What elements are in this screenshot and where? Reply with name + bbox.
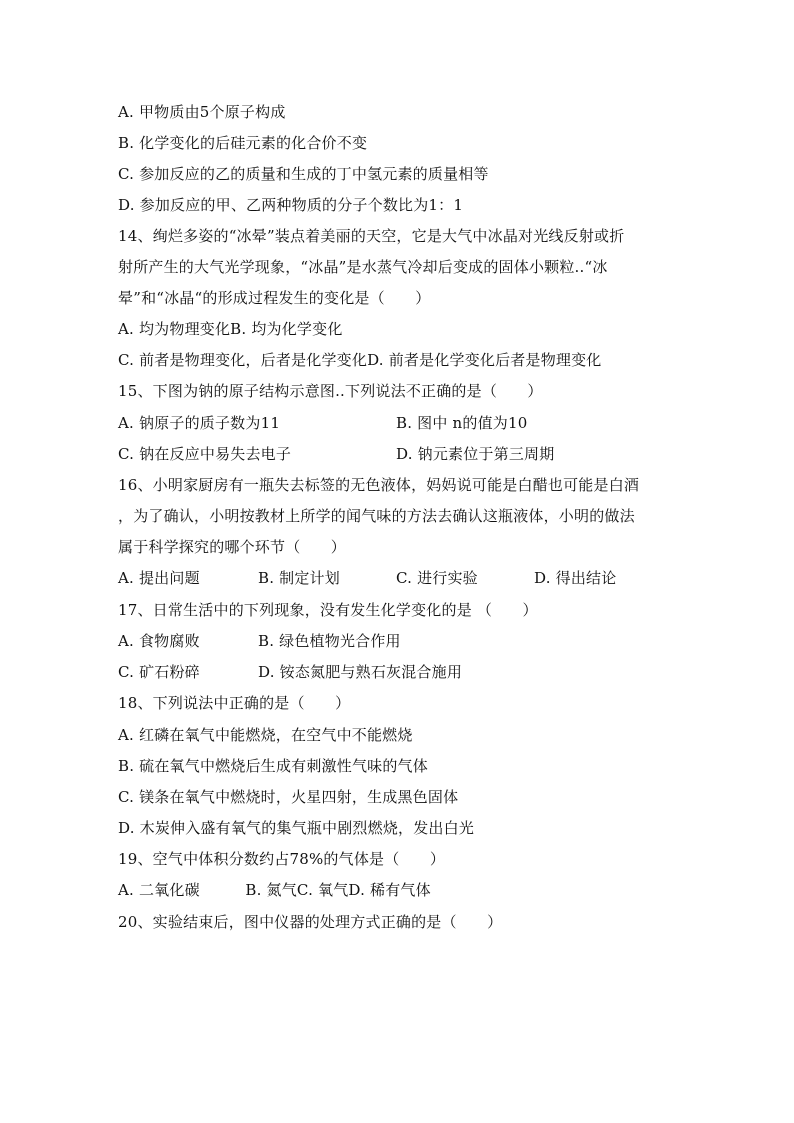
q15-option-d: D. 钠元素位于第三周期 (396, 445, 555, 463)
q13-option-a: A. 甲物质由5个原子构成 (118, 103, 286, 121)
q14-stem-line-3: 晕”和“冰晶“的形成过程发生的变化是（ ） (118, 289, 431, 307)
q20-stem: 20、实验结束后，图中仪器的处理方式正确的是（ ） (118, 913, 503, 931)
q13-option-b: B. 化学变化的后硅元素的化合价不变 (118, 134, 368, 152)
q18-option-a: A. 红磷在氧气中能燃烧，在空气中不能燃烧 (118, 726, 413, 744)
q14-options-line-2: C. 前者是物理变化，后者是化学变化D. 前者是化学变化后者是物理变化 (118, 351, 602, 369)
q14-stem-line-1: 14、绚烂多姿的“冰晕”装点着美丽的天空，它是大气中冰晶对光线反射或折 (118, 227, 625, 245)
q16-option-d: D. 得出结论 (534, 569, 617, 587)
q15-option-c: C. 钠在反应中易失去电子 (118, 445, 292, 463)
q18-option-c: C. 镁条在氧气中燃烧时，火星四射，生成黑色固体 (118, 788, 459, 806)
q13-option-c: C. 参加反应的乙的质量和生成的丁中氢元素的质量相等 (118, 165, 489, 183)
q16-stem-line-1: 16、小明家厨房有一瓶失去标签的无色液体，妈妈说可能是白醋也可能是白酒 (118, 476, 640, 494)
q17-stem: 17、日常生活中的下列现象，没有发生化学变化的是 （ ） (118, 601, 538, 619)
q18-option-b: B. 硫在氧气中燃烧后生成有刺激性气味的气体 (118, 757, 428, 775)
q16-option-c: C. 进行实验 (396, 569, 478, 587)
q13-option-d: D. 参加反应的甲、乙两种物质的分子个数比为1：1 (118, 196, 464, 214)
q17-option-c: C. 矿石粉碎 (118, 663, 200, 681)
q16-stem-line-2: ，为了确认，小明按教材上所学的闻气味的方法去确认这瓶液体，小明的做法 (118, 507, 635, 525)
q17-option-a: A. 食物腐败 (118, 632, 200, 650)
q17-option-b: B. 绿色植物光合作用 (258, 632, 401, 650)
q19-options: A. 二氧化碳 B. 氮气C. 氧气D. 稀有气体 (118, 881, 431, 899)
q16-option-a: A. 提出问题 (118, 569, 200, 587)
q19-stem: 19、空气中体积分数约占78%的气体是（ ） (118, 850, 446, 868)
q15-option-a: A. 钠原子的质子数为11 (118, 414, 281, 432)
q15-option-b: B. 图中 n的值为10 (396, 414, 528, 432)
q16-stem-line-3: 属于科学探究的哪个环节（ ） (118, 538, 347, 556)
q14-stem-line-2: 射所产生的大气光学现象，“冰晶”是水蒸气冷却后变成的固体小颗粒..“冰 (118, 258, 608, 276)
q18-option-d: D. 木炭伸入盛有氧气的集气瓶中剧烈燃烧，发出白光 (118, 819, 475, 837)
q18-stem: 18、下列说法中正确的是（ ） (118, 694, 351, 712)
q15-stem: 15、下图为钠的原子结构示意图..下列说法不正确的是（ ） (118, 382, 543, 400)
q16-option-b: B. 制定计划 (258, 569, 340, 587)
q14-options-line-1: A. 均为物理变化B. 均为化学变化 (118, 320, 343, 338)
q17-option-d: D. 铵态氮肥与熟石灰混合施用 (258, 663, 463, 681)
